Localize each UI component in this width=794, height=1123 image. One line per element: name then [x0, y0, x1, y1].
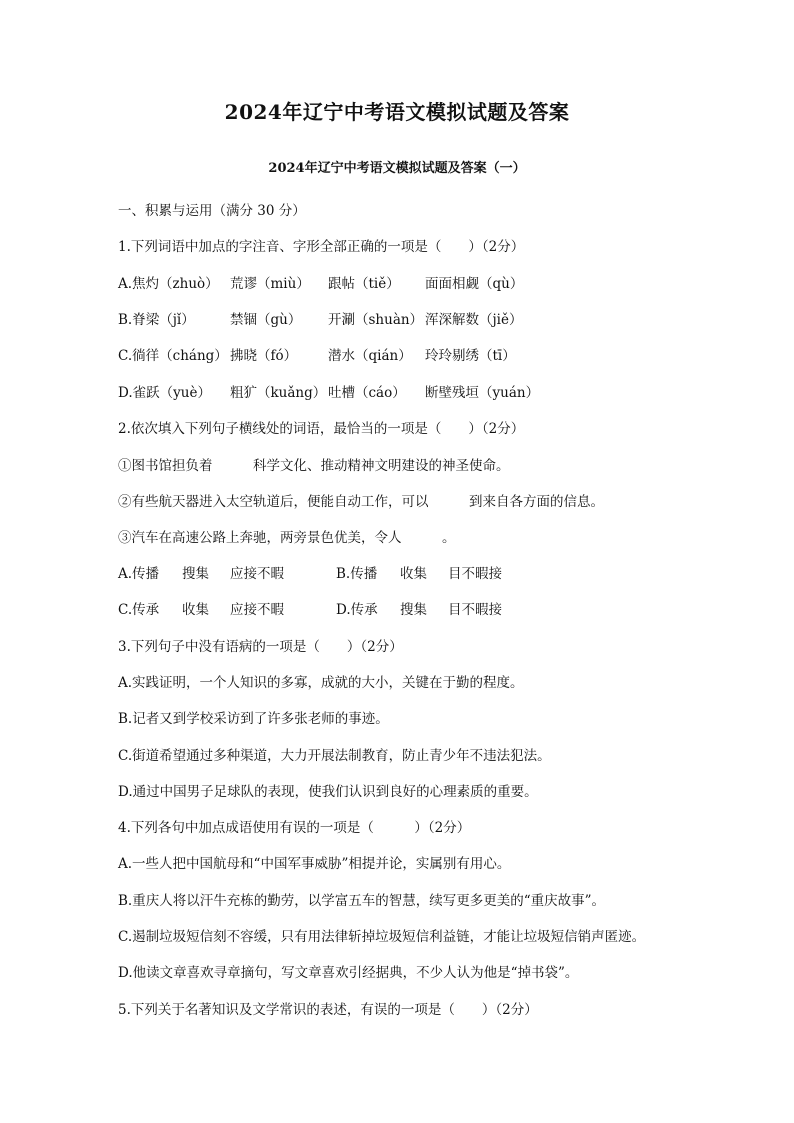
option-word: 收集 [182, 602, 209, 618]
question-4-option-c: C.遏制垃圾短信刻不容缓，只有用法律斩掉垃圾短信利益链，才能让垃圾短信销声匿迹。 [118, 929, 646, 945]
option-word: 荒谬（miù） [230, 276, 310, 292]
option-word: 收集 [400, 566, 427, 582]
document-title: 2024年辽宁中考语文模拟试题及答案 [224, 100, 570, 124]
option-word: C.徜徉（cháng） [118, 348, 228, 364]
question-4-stem: 4.下列各句中加点成语使用有误的一项是（ ）（2分） [118, 820, 471, 836]
question-1-option-d [118, 384, 539, 402]
option-word: 断壁残垣（yuán） [425, 385, 540, 401]
question-3-stem: 3.下列句子中没有语病的一项是（ ）（2分） [118, 639, 403, 655]
option-word: 搜集 [400, 602, 427, 618]
question-2-sentence-1: ①图书馆担负着 科学文化、推动精神文明建设的神圣使命。 [118, 458, 510, 474]
question-5-stem: 5.下列关于名著知识及文学常识的表述，有误的一项是（ ）（2分） [118, 1002, 538, 1018]
option-word: C.传承 [118, 602, 160, 618]
question-1-stem: 1.下列词语中加点的字注音、字形全部正确的一项是（ ）（2分） [118, 239, 525, 255]
option-word: 目不暇接 [448, 566, 502, 582]
option-word: A.焦灼（zhuò） [118, 276, 219, 292]
question-2-options-ab [118, 565, 502, 583]
option-word: 面面相觑（qù） [425, 276, 524, 292]
question-3-option-c: C.街道希望通过多种渠道，大力开展法制教育，防止青少年不违法犯法。 [118, 748, 551, 764]
question-4-option-b: B.重庆人将以汗牛充栋的勤劳，以学富五车的智慧，续写更多更美的“重庆故事”。 [118, 893, 606, 909]
option-word: D.雀跃（yuè） [118, 385, 211, 401]
option-word: 搜集 [182, 566, 209, 582]
question-4-option-d: D.他读文章喜欢寻章摘句，写文章喜欢引经据典，不少人认为他是“掉书袋”。 [118, 965, 579, 981]
question-3-option-b: B.记者又到学校采访到了许多张老师的事迹。 [118, 711, 389, 727]
question-2-options-cd [118, 601, 502, 619]
option-word: 拂晓（fó） [230, 348, 298, 364]
option-word: 吐槽（cáo） [328, 385, 406, 401]
document-subtitle: 2024年辽宁中考语文模拟试题及答案（一） [268, 161, 526, 176]
section-heading: 一、积累与运用（满分 30 分） [118, 203, 306, 219]
option-word: 开涮（shuàn） [328, 312, 424, 328]
option-word: 玲玲剔绣（tī） [425, 348, 516, 364]
option-word: 禁锢（gù） [230, 312, 302, 328]
option-word: B.脊梁（jǐ） [118, 312, 195, 328]
option-word: 粗犷（kuǎng） [230, 385, 327, 401]
question-2-stem: 2.依次填入下列句子横线处的词语，最恰当的一项是（ ）（2分） [118, 421, 525, 437]
option-word: 潜水（qián） [328, 348, 412, 364]
option-word: 跟帖（tiě） [328, 276, 400, 292]
option-word: 应接不暇 [230, 566, 284, 582]
question-1-option-b [118, 311, 523, 329]
option-word: 应接不暇 [230, 602, 284, 618]
option-word: D.传承 [336, 602, 378, 618]
question-3-option-a: A.实践证明，一个人知识的多寡，成就的大小，关键在于勤的程度。 [118, 675, 524, 691]
question-1-option-c [118, 347, 516, 365]
question-1-option-a [118, 275, 523, 293]
question-2-sentence-3: ③汽车在高速公路上奔驰，两旁景色优美，令人 。 [118, 530, 456, 546]
question-2-sentence-2: ②有些航天器进入太空轨道后，便能自动工作，可以 到来自各方面的信息。 [118, 494, 604, 510]
question-4-option-a: A.一些人把中国航母和“中国军事威胁”相提并论，实属别有用心。 [118, 856, 511, 872]
option-word: 目不暇接 [448, 602, 502, 618]
question-3-option-d: D.通过中国男子足球队的表现，使我们认识到良好的心理素质的重要。 [118, 784, 538, 800]
option-word: A.传播 [118, 566, 160, 582]
option-word: 浑深解数（jiě） [425, 312, 523, 328]
option-word: B.传播 [336, 566, 378, 582]
